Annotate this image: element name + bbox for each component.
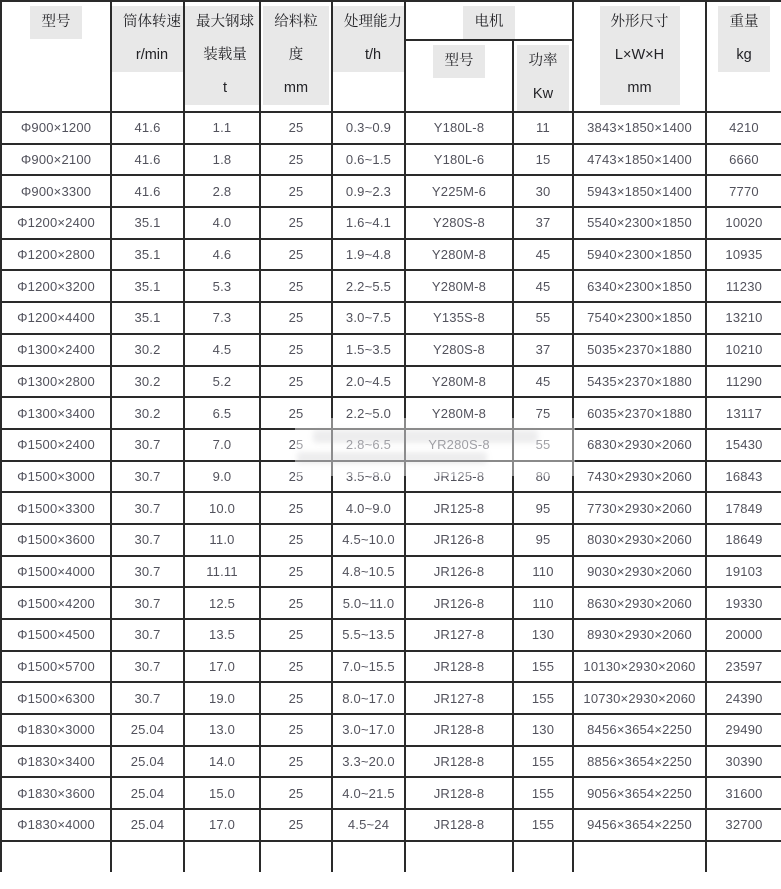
cell-weight: 32700 — [706, 809, 781, 841]
cell-empty — [1, 841, 111, 872]
cell-dimensions: 8456×3654×2250 — [573, 714, 706, 746]
cell-ball-load: 17.0 — [184, 651, 260, 683]
cell-weight: 31600 — [706, 777, 781, 809]
cell-feed-size: 25 — [260, 556, 332, 588]
cell-model: Φ1500×6300 — [1, 682, 111, 714]
table-row — [1, 270, 781, 302]
cell-ball-load: 6.5 — [184, 397, 260, 429]
cell-motor-model: JR127-8 — [405, 619, 513, 651]
cell-ball-load: 7.0 — [184, 429, 260, 461]
header-line: 重量 — [729, 14, 759, 30]
cell-weight: 15430 — [706, 429, 781, 461]
cell-motor-power: 37 — [513, 207, 573, 239]
table-row — [1, 682, 781, 714]
cell-model: Φ1500×3300 — [1, 492, 111, 524]
cell-motor-power: 110 — [513, 587, 573, 619]
cell-capacity: 4.0~21.5 — [332, 777, 405, 809]
cell-ball-load: 9.0 — [184, 461, 260, 493]
cell-dimensions: 3843×1850×1400 — [573, 112, 706, 144]
cell-weight: 13117 — [706, 397, 781, 429]
cell-model: Φ1500×2400 — [1, 429, 111, 461]
cell-speed: 41.6 — [111, 175, 184, 207]
table-row — [1, 112, 781, 144]
cell-speed: 30.7 — [111, 619, 184, 651]
header-line: 最大钢球 — [196, 14, 254, 30]
cell-ball-load: 12.5 — [184, 587, 260, 619]
spec-table-body — [1, 112, 781, 872]
cell-model: Φ1500×3000 — [1, 461, 111, 493]
cell-motor-model: JR126-8 — [405, 524, 513, 556]
table-row — [1, 461, 781, 493]
cell-motor-power: 45 — [513, 270, 573, 302]
cell-ball-load: 15.0 — [184, 777, 260, 809]
cell-feed-size: 25 — [260, 809, 332, 841]
cell-ball-load: 11.0 — [184, 524, 260, 556]
cell-ball-load: 4.0 — [184, 207, 260, 239]
cell-weight: 10020 — [706, 207, 781, 239]
cell-ball-load: 11.11 — [184, 556, 260, 588]
table-row — [1, 302, 781, 334]
cell-speed: 30.7 — [111, 524, 184, 556]
cell-motor-model: Y180L-6 — [405, 144, 513, 176]
cell-motor-model: Y280M-8 — [405, 270, 513, 302]
cell-weight: 19330 — [706, 587, 781, 619]
cell-model: Φ1500×5700 — [1, 651, 111, 683]
cell-model: Φ1300×3400 — [1, 397, 111, 429]
cell-speed: 41.6 — [111, 144, 184, 176]
header-line: 度 — [288, 47, 304, 63]
cell-feed-size: 25 — [260, 682, 332, 714]
table-row — [1, 587, 781, 619]
cell-motor-power: 130 — [513, 714, 573, 746]
table-row — [1, 714, 781, 746]
cell-capacity: 7.0~15.5 — [332, 651, 405, 683]
header-line: 功率 — [528, 53, 558, 69]
cell-weight: 23597 — [706, 651, 781, 683]
table-row — [1, 492, 781, 524]
cell-weight: 13210 — [706, 302, 781, 334]
cell-ball-load: 5.2 — [184, 366, 260, 398]
cell-feed-size: 25 — [260, 429, 332, 461]
header-line: r/min — [135, 47, 169, 63]
cell-motor-power: 95 — [513, 524, 573, 556]
cell-capacity: 4.5~10.0 — [332, 524, 405, 556]
header-line: Kw — [532, 86, 554, 102]
cell-feed-size: 25 — [260, 397, 332, 429]
cell-speed: 35.1 — [111, 239, 184, 271]
cell-dimensions: 9056×3654×2250 — [573, 777, 706, 809]
col-header-motor-model — [405, 40, 513, 112]
cell-weight: 24390 — [706, 682, 781, 714]
col-header-motor-power — [513, 40, 573, 112]
cell-motor-model: Y280S-8 — [405, 207, 513, 239]
cell-speed: 30.7 — [111, 587, 184, 619]
cell-motor-power: 110 — [513, 556, 573, 588]
cell-motor-model: JR125-8 — [405, 461, 513, 493]
cell-speed: 30.7 — [111, 682, 184, 714]
cell-ball-load: 5.3 — [184, 270, 260, 302]
header-line: mm — [627, 80, 652, 96]
table-row — [1, 619, 781, 651]
cell-empty — [513, 841, 573, 872]
cell-speed: 30.2 — [111, 397, 184, 429]
cell-dimensions: 5035×2370×1880 — [573, 334, 706, 366]
cell-model: Φ1200×4400 — [1, 302, 111, 334]
cell-weight: 11290 — [706, 366, 781, 398]
cell-dimensions: 5943×1850×1400 — [573, 175, 706, 207]
cell-speed: 25.04 — [111, 714, 184, 746]
cell-ball-load: 7.3 — [184, 302, 260, 334]
cell-weight: 16843 — [706, 461, 781, 493]
cell-dimensions: 7430×2930×2060 — [573, 461, 706, 493]
cell-motor-power: 80 — [513, 461, 573, 493]
cell-ball-load: 2.8 — [184, 175, 260, 207]
table-row — [1, 144, 781, 176]
cell-motor-power: 55 — [513, 302, 573, 334]
cell-weight: 20000 — [706, 619, 781, 651]
cell-speed: 41.6 — [111, 112, 184, 144]
cell-capacity: 3.5~8.0 — [332, 461, 405, 493]
cell-model: Φ1300×2800 — [1, 366, 111, 398]
cell-speed: 35.1 — [111, 270, 184, 302]
cell-motor-power: 155 — [513, 777, 573, 809]
header-line: 给料粒 — [274, 14, 318, 30]
table-row — [1, 746, 781, 778]
cell-dimensions: 7540×2300×1850 — [573, 302, 706, 334]
cell-feed-size: 25 — [260, 587, 332, 619]
cell-dimensions: 6340×2300×1850 — [573, 270, 706, 302]
cell-speed: 30.7 — [111, 492, 184, 524]
cell-dimensions: 7730×2930×2060 — [573, 492, 706, 524]
cell-model: Φ1500×4500 — [1, 619, 111, 651]
table-row-partial — [1, 841, 781, 872]
cell-feed-size: 25 — [260, 714, 332, 746]
cell-dimensions: 9456×3654×2250 — [573, 809, 706, 841]
cell-feed-size: 25 — [260, 619, 332, 651]
cell-feed-size: 25 — [260, 302, 332, 334]
cell-weight: 11230 — [706, 270, 781, 302]
cell-model: Φ1500×4000 — [1, 556, 111, 588]
cell-motor-model: Y180L-8 — [405, 112, 513, 144]
cell-motor-model: JR126-8 — [405, 587, 513, 619]
cell-motor-power: 95 — [513, 492, 573, 524]
cell-feed-size: 25 — [260, 334, 332, 366]
cell-capacity: 1.5~3.5 — [332, 334, 405, 366]
cell-ball-load: 17.0 — [184, 809, 260, 841]
cell-model: Φ1830×3600 — [1, 777, 111, 809]
cell-feed-size: 25 — [260, 112, 332, 144]
cell-weight: 7770 — [706, 175, 781, 207]
cell-motor-power: 155 — [513, 809, 573, 841]
cell-dimensions: 8856×3654×2250 — [573, 746, 706, 778]
cell-dimensions: 5435×2370×1880 — [573, 366, 706, 398]
cell-feed-size: 25 — [260, 746, 332, 778]
cell-dimensions: 8630×2930×2060 — [573, 587, 706, 619]
cell-weight: 6660 — [706, 144, 781, 176]
table-row — [1, 239, 781, 271]
table-row — [1, 366, 781, 398]
table-row — [1, 175, 781, 207]
table-row — [1, 556, 781, 588]
cell-motor-power: 130 — [513, 619, 573, 651]
cell-motor-power: 75 — [513, 397, 573, 429]
cell-model: Φ1830×3400 — [1, 746, 111, 778]
cell-capacity: 5.5~13.5 — [332, 619, 405, 651]
cell-capacity: 0.6~1.5 — [332, 144, 405, 176]
cell-empty — [332, 841, 405, 872]
cell-speed: 30.7 — [111, 556, 184, 588]
cell-capacity: 4.8~10.5 — [332, 556, 405, 588]
cell-motor-model: Y280M-8 — [405, 366, 513, 398]
cell-capacity: 2.2~5.5 — [332, 270, 405, 302]
col-header-ball-load — [184, 1, 260, 112]
header-line: t — [222, 80, 228, 96]
cell-dimensions: 4743×1850×1400 — [573, 144, 706, 176]
cell-feed-size: 25 — [260, 651, 332, 683]
cell-ball-load: 10.0 — [184, 492, 260, 524]
cell-speed: 30.7 — [111, 651, 184, 683]
table-row — [1, 524, 781, 556]
cell-dimensions: 10730×2930×2060 — [573, 682, 706, 714]
header-line: L×W×H — [614, 47, 665, 63]
cell-capacity: 2.2~5.0 — [332, 397, 405, 429]
cell-motor-power: 15 — [513, 144, 573, 176]
cell-motor-model: Y280M-8 — [405, 239, 513, 271]
cell-feed-size: 25 — [260, 144, 332, 176]
header-line: kg — [736, 47, 752, 63]
cell-motor-power: 45 — [513, 366, 573, 398]
cell-motor-power: 30 — [513, 175, 573, 207]
table-row — [1, 207, 781, 239]
cell-model: Φ1830×4000 — [1, 809, 111, 841]
header-line: 装载量 — [203, 47, 247, 63]
cell-capacity: 3.0~7.5 — [332, 302, 405, 334]
cell-weight: 10935 — [706, 239, 781, 271]
cell-ball-load: 14.0 — [184, 746, 260, 778]
cell-speed: 25.04 — [111, 777, 184, 809]
col-header-model — [1, 1, 111, 112]
header-line: 处理能力 — [344, 14, 402, 30]
col-header-weight — [706, 1, 781, 112]
cell-motor-power: 155 — [513, 746, 573, 778]
cell-motor-model: Y135S-8 — [405, 302, 513, 334]
table-row — [1, 429, 781, 461]
cell-feed-size: 25 — [260, 524, 332, 556]
cell-motor-power: 45 — [513, 239, 573, 271]
cell-motor-power: 11 — [513, 112, 573, 144]
cell-motor-model: JR126-8 — [405, 556, 513, 588]
cell-dimensions: 10130×2930×2060 — [573, 651, 706, 683]
cell-capacity: 0.9~2.3 — [332, 175, 405, 207]
cell-weight: 10210 — [706, 334, 781, 366]
cell-empty — [706, 841, 781, 872]
cell-motor-model: Y280S-8 — [405, 334, 513, 366]
cell-empty — [405, 841, 513, 872]
cell-weight: 30390 — [706, 746, 781, 778]
cell-capacity: 2.8~6.5 — [332, 429, 405, 461]
cell-feed-size: 25 — [260, 270, 332, 302]
cell-ball-load: 4.6 — [184, 239, 260, 271]
cell-dimensions: 6035×2370×1880 — [573, 397, 706, 429]
cell-weight: 4210 — [706, 112, 781, 144]
cell-feed-size: 25 — [260, 492, 332, 524]
cell-weight: 29490 — [706, 714, 781, 746]
cell-feed-size: 25 — [260, 207, 332, 239]
cell-motor-model: JR128-8 — [405, 777, 513, 809]
col-header-dimensions — [573, 1, 706, 112]
cell-motor-model: JR128-8 — [405, 746, 513, 778]
header-line: 外形尺寸 — [610, 14, 669, 30]
cell-empty — [111, 841, 184, 872]
col-header-speed — [111, 1, 184, 112]
cell-motor-power: 55 — [513, 429, 573, 461]
header-line: 型号 — [444, 53, 474, 69]
cell-motor-model: JR128-8 — [405, 714, 513, 746]
cell-speed: 35.1 — [111, 302, 184, 334]
cell-model: Φ1200×2400 — [1, 207, 111, 239]
cell-ball-load: 1.1 — [184, 112, 260, 144]
cell-dimensions: 5940×2300×1850 — [573, 239, 706, 271]
header-line: 电机 — [474, 14, 504, 30]
cell-model: Φ900×2100 — [1, 144, 111, 176]
cell-ball-load: 1.8 — [184, 144, 260, 176]
cell-dimensions: 8030×2930×2060 — [573, 524, 706, 556]
cell-feed-size: 25 — [260, 461, 332, 493]
cell-weight: 17849 — [706, 492, 781, 524]
cell-feed-size: 25 — [260, 175, 332, 207]
cell-motor-model: JR125-8 — [405, 492, 513, 524]
cell-ball-load: 13.0 — [184, 714, 260, 746]
cell-model: Φ1200×2800 — [1, 239, 111, 271]
cell-capacity: 8.0~17.0 — [332, 682, 405, 714]
cell-weight: 18649 — [706, 524, 781, 556]
table-row — [1, 334, 781, 366]
cell-ball-load: 19.0 — [184, 682, 260, 714]
cell-motor-model: Y225M-6 — [405, 175, 513, 207]
cell-dimensions: 5540×2300×1850 — [573, 207, 706, 239]
cell-empty — [260, 841, 332, 872]
cell-model: Φ1500×3600 — [1, 524, 111, 556]
spec-table-header — [1, 1, 781, 112]
cell-motor-model: JR128-8 — [405, 651, 513, 683]
header-row-1 — [1, 1, 781, 40]
cell-feed-size: 25 — [260, 366, 332, 398]
cell-capacity: 4.0~9.0 — [332, 492, 405, 524]
cell-speed: 30.7 — [111, 461, 184, 493]
cell-empty — [573, 841, 706, 872]
header-line: 筒体转速 — [123, 14, 181, 30]
cell-speed: 30.7 — [111, 429, 184, 461]
cell-ball-load: 4.5 — [184, 334, 260, 366]
header-line: t/h — [364, 47, 382, 63]
cell-dimensions: 9030×2930×2060 — [573, 556, 706, 588]
cell-capacity: 5.0~11.0 — [332, 587, 405, 619]
cell-speed: 35.1 — [111, 207, 184, 239]
col-header-feed-size — [260, 1, 332, 112]
cell-motor-model: Y280M-8 — [405, 397, 513, 429]
cell-model: Φ900×3300 — [1, 175, 111, 207]
table-row — [1, 651, 781, 683]
table-row — [1, 809, 781, 841]
cell-weight: 19103 — [706, 556, 781, 588]
cell-motor-model: YR280S-8 — [405, 429, 513, 461]
cell-motor-model: JR128-8 — [405, 809, 513, 841]
table-row — [1, 397, 781, 429]
cell-motor-power: 37 — [513, 334, 573, 366]
cell-motor-model: JR127-8 — [405, 682, 513, 714]
cell-speed: 30.2 — [111, 366, 184, 398]
cell-capacity: 1.9~4.8 — [332, 239, 405, 271]
cell-model: Φ900×1200 — [1, 112, 111, 144]
cell-speed: 25.04 — [111, 746, 184, 778]
col-header-motor-group — [405, 1, 573, 40]
cell-capacity: 2.0~4.5 — [332, 366, 405, 398]
cell-speed: 30.2 — [111, 334, 184, 366]
cell-capacity: 3.0~17.0 — [332, 714, 405, 746]
cell-model: Φ1200×3200 — [1, 270, 111, 302]
table-row — [1, 777, 781, 809]
cell-motor-power: 155 — [513, 651, 573, 683]
cell-ball-load: 13.5 — [184, 619, 260, 651]
header-line: mm — [283, 80, 309, 96]
cell-feed-size: 25 — [260, 777, 332, 809]
cell-model: Φ1830×3000 — [1, 714, 111, 746]
cell-model: Φ1500×4200 — [1, 587, 111, 619]
cell-dimensions: 8930×2930×2060 — [573, 619, 706, 651]
cell-speed: 25.04 — [111, 809, 184, 841]
cell-dimensions: 6830×2930×2060 — [573, 429, 706, 461]
cell-capacity: 1.6~4.1 — [332, 207, 405, 239]
cell-capacity: 3.3~20.0 — [332, 746, 405, 778]
cell-capacity: 4.5~24 — [332, 809, 405, 841]
header-line: 型号 — [41, 14, 71, 30]
cell-feed-size: 25 — [260, 239, 332, 271]
cell-capacity: 0.3~0.9 — [332, 112, 405, 144]
cell-model: Φ1300×2400 — [1, 334, 111, 366]
cell-motor-power: 155 — [513, 682, 573, 714]
col-header-capacity — [332, 1, 405, 112]
cell-empty — [184, 841, 260, 872]
